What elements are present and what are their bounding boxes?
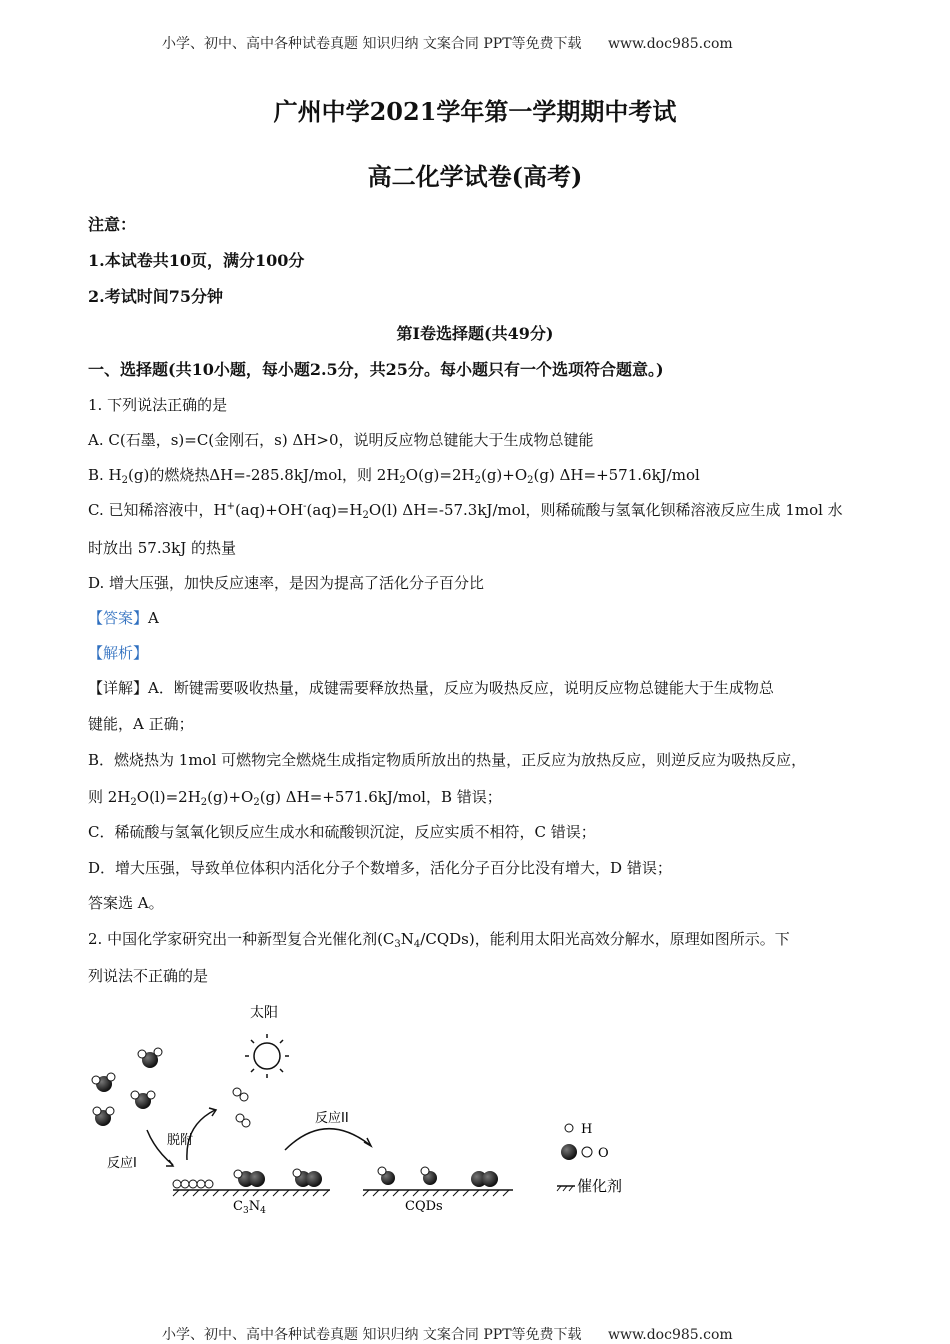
q1-stem: 1. 下列说法正确的是 [88, 396, 228, 414]
text-run: (g)的燃烧热ΔH=-285.8kJ/mol，则 2H [128, 466, 400, 484]
text-run: O(l) ΔH=-57.3kJ/mol，则稀硫酸与氢氧化钡稀溶液反应生成 1mol 水 [368, 501, 843, 519]
water-molecule [138, 1048, 162, 1068]
explain-d: D．增大压强，导致单位体积内活化分子个数增多，活化分子百分比没有增大，D 错误； [88, 859, 672, 877]
header-url[interactable]: www.doc985.com [607, 36, 733, 52]
q2-stem-cont: 列说法不正确的是 [88, 967, 209, 985]
text-run: (g) ΔH=+571.6kJ/mol，B 错误； [259, 788, 502, 806]
text-run: 2. 中国化学家研究出一种新型复合光催化剂(C [88, 930, 395, 948]
hydrogen-molecule [233, 1088, 250, 1127]
page-footer [162, 1324, 733, 1344]
answer-label: 【答案】 [88, 609, 149, 627]
text-run: /CQDs)，能利用太阳光高效分解水，原理如图所示。下 [420, 930, 790, 948]
note-2: 2.考试时间75分钟 [88, 287, 223, 306]
surface-hatch [173, 1190, 329, 1196]
arrow-reaction2 [285, 1129, 370, 1150]
adsorbed-h2o2 [378, 1167, 498, 1187]
explain-c: C．稀硫酸与氢氧化钡反应生成水和硫酸钡沉淀，反应实质不相符，C 错误； [88, 823, 596, 841]
subscript: 2 [399, 475, 406, 486]
cqds-label: CQDs [405, 1199, 443, 1214]
subscript: 4 [413, 939, 421, 950]
text-run: N [248, 1199, 261, 1214]
note-1: 1.本试卷共10页，满分100分 [88, 251, 305, 270]
arrowhead [364, 1138, 371, 1146]
subscript: 3 [242, 1206, 249, 1215]
text-run: B. H [88, 466, 122, 484]
q1-option-b [88, 464, 700, 486]
surface-hatch [363, 1190, 509, 1196]
q1-option-a: A. C(石墨，s)=C(金刚石，s) ΔH>0，说明反应物总键能大于生成物总键能 [88, 431, 594, 449]
text-run: (aq)+OH [234, 501, 304, 519]
exam-title: 广州中学2021学年第一学期期中考试 [273, 97, 677, 126]
legend-o-symbol [561, 1144, 577, 1160]
legend-o-marker [582, 1147, 592, 1157]
footer-url[interactable]: www.doc985.com [607, 1327, 733, 1343]
legend-h-symbol [565, 1124, 573, 1132]
subscript: 2 [362, 510, 369, 521]
subscript: 2 [253, 797, 260, 808]
reaction2-label: 反应II [315, 1111, 349, 1126]
arrowhead [166, 1160, 173, 1166]
answer-value: A [148, 609, 159, 627]
text-run: 则 2H [88, 788, 131, 806]
water-molecule [92, 1073, 115, 1092]
notes-heading: 注意： [88, 215, 137, 234]
explain-a [88, 677, 774, 698]
q1-answer [88, 607, 159, 628]
reaction1-label: 反应I [107, 1156, 137, 1171]
subscript: 2 [121, 475, 129, 486]
legend-o-label: O [598, 1146, 609, 1161]
header-text: 小学、初中、高中各种试卷真题 知识归纳 文案合同 PPT等免费下载 [162, 36, 582, 52]
text-run: (g)+O [207, 788, 254, 806]
explain-b: B．燃烧热为 1mol 可燃物完全燃烧生成指定物质所放出的热量，正反应为放热反应，则逆反应为吸热反应， [88, 751, 807, 769]
section-heading: 第I卷选择题(共49分) [396, 324, 554, 343]
subscript: 3 [394, 939, 401, 950]
footer-text: 小学、初中、高中各种试卷真题 知识归纳 文案合同 PPT等免费下载 [162, 1327, 582, 1343]
photocatalysis-diagram [85, 1000, 645, 1215]
explain-a-cont: 键能，A 正确； [88, 715, 194, 733]
detail-label: 【详解】 [88, 679, 149, 697]
water-molecule [131, 1091, 155, 1109]
superscript: + [226, 501, 235, 512]
text-run: C. 已知稀溶液中，H [88, 501, 227, 519]
text-run: C [233, 1199, 243, 1214]
subscript: 4 [260, 1206, 266, 1215]
explain-conclusion: 答案选 A。 [88, 894, 164, 912]
legend-h-label: H [581, 1122, 593, 1137]
text-run: O(l)=2H [136, 788, 201, 806]
subscript: 2 [527, 475, 534, 486]
page-header [162, 33, 733, 53]
subscript: 2 [130, 797, 137, 808]
text-run: (g) ΔH=+571.6kJ/mol [533, 466, 700, 484]
text-run: (g)+O [480, 466, 528, 484]
superscript: - [303, 501, 307, 512]
q1-option-c-cont: 时放出 57.3kJ 的热量 [88, 539, 237, 557]
q1-option-c [88, 499, 843, 521]
q2-stem [88, 928, 790, 950]
adsorbed-h [173, 1180, 213, 1188]
legend-catalyst-label: 催化剂 [577, 1177, 623, 1195]
adsorbed-oxygen [234, 1169, 322, 1187]
q1-option-d: D. 增大压强，加快反应速率，是因为提高了活化分子百分比 [88, 574, 485, 592]
desorb-label: 脱附 [167, 1133, 194, 1148]
c3n4-label [233, 1199, 266, 1215]
analysis-label: 【解析】 [88, 644, 149, 662]
sun-label: 太阳 [250, 1005, 278, 1021]
text-run: A．断键需要吸收热量，成键需要释放热量，反应为吸热反应，说明反应物总键能大于生成物总 [148, 679, 774, 697]
subscript: 2 [474, 475, 481, 486]
water-molecule [93, 1107, 114, 1126]
text-run: N [400, 930, 414, 948]
explain-b-cont [88, 786, 502, 808]
subscript: 2 [200, 797, 208, 808]
text-run: O(g)=2H [405, 466, 475, 484]
exam-subtitle: 高二化学试卷(高考) [367, 162, 583, 191]
text-run: (aq)=H [306, 501, 363, 519]
part-heading: 一、选择题(共10小题，每小题2.5分，共25分。每小题只有一个选项符合题意。) [88, 360, 664, 379]
sun-icon [245, 1034, 289, 1078]
